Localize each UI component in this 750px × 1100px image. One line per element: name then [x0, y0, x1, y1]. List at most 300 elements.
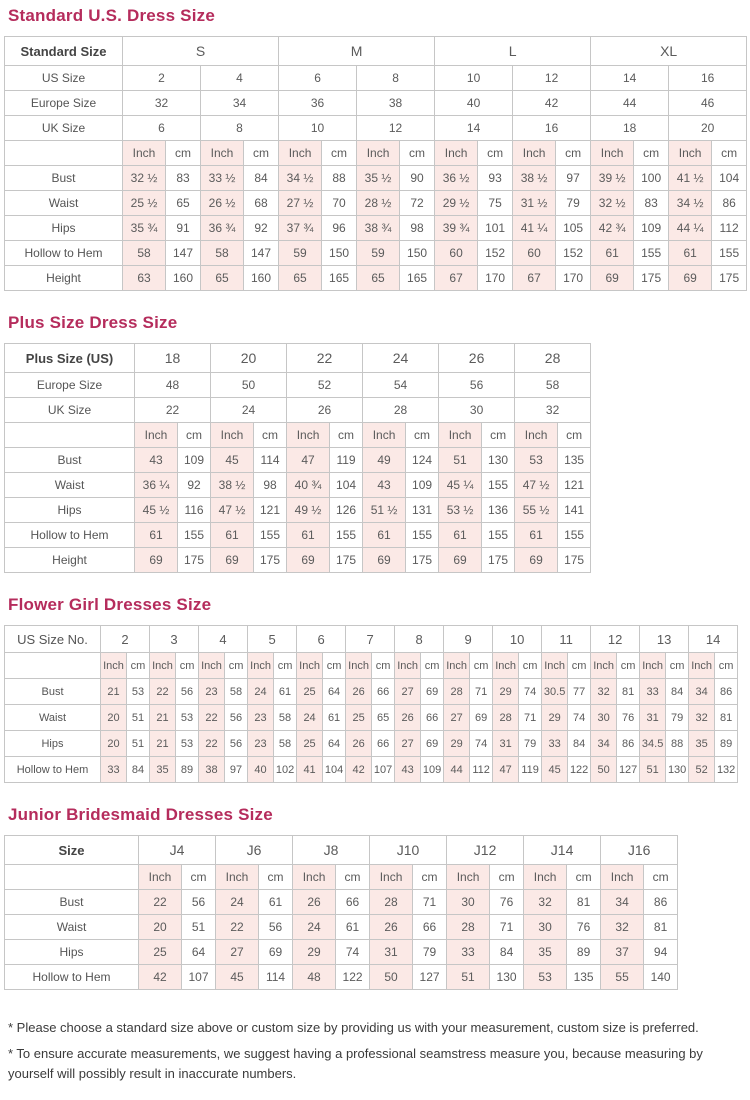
size-header-cell: J6	[216, 836, 293, 865]
unit-inch-cell: Inch	[248, 653, 274, 679]
cm-value-cell: 70	[322, 191, 357, 216]
size-header-cell: 3	[150, 626, 199, 653]
unit-inch-cell: Inch	[524, 865, 567, 890]
cm-value-cell: 76	[490, 890, 524, 915]
section-title-standard: Standard U.S. Dress Size	[8, 6, 215, 25]
cm-value-cell: 61	[259, 890, 293, 915]
flower-girl-table-container	[4, 625, 746, 783]
inch-value-cell: 52	[689, 757, 715, 783]
inch-value-cell: 61	[211, 523, 254, 548]
unit-cm-cell: cm	[254, 423, 287, 448]
cm-value-cell: 114	[254, 448, 287, 473]
inch-value-cell: 69	[211, 548, 254, 573]
cm-value-cell: 79	[413, 940, 447, 965]
cm-value-cell: 96	[322, 216, 357, 241]
inch-value-cell: 26	[346, 731, 372, 757]
unit-cm-cell: cm	[323, 653, 346, 679]
inch-value-cell: 25	[346, 705, 372, 731]
cm-value-cell: 56	[225, 705, 248, 731]
inch-value-cell: 29	[493, 679, 519, 705]
inch-value-cell: 34	[591, 731, 617, 757]
measure-row	[5, 679, 738, 705]
cm-value-cell: 147	[166, 241, 201, 266]
size-header-cell: 7	[346, 626, 395, 653]
cm-value-cell: 98	[254, 473, 287, 498]
measure-row	[5, 498, 591, 523]
cm-value-cell: 92	[178, 473, 211, 498]
row-label: Size	[5, 836, 139, 865]
size-header-cell: 24	[211, 398, 287, 423]
unit-cm-cell: cm	[127, 653, 150, 679]
size-header-cell: 10	[279, 116, 357, 141]
cm-value-cell: 65	[166, 191, 201, 216]
footnote-measurement-advice: * To ensure accurate measurements, we suggest having a professional seamstress measure you, because measuring by yourself will possibly result in inaccurate numbers.	[8, 1046, 703, 1082]
unit-inch-cell: Inch	[199, 653, 225, 679]
inch-value-cell: 33	[101, 757, 127, 783]
unit-inch-cell: Inch	[447, 865, 490, 890]
unit-inch-cell: Inch	[591, 141, 634, 166]
cm-value-cell: 122	[336, 965, 370, 990]
inch-value-cell: 26 ½	[201, 191, 244, 216]
size-header-cell: J14	[524, 836, 601, 865]
cm-value-cell: 71	[490, 915, 524, 940]
inch-value-cell: 31	[493, 731, 519, 757]
cm-value-cell: 119	[330, 448, 363, 473]
cm-value-cell: 170	[556, 266, 591, 291]
inch-value-cell: 27 ½	[279, 191, 322, 216]
size-header-cell: 22	[135, 398, 211, 423]
inch-value-cell: 24	[216, 890, 259, 915]
size-header-cell: 20	[669, 116, 747, 141]
cm-value-cell: 107	[182, 965, 216, 990]
size-header-cell: 14	[689, 626, 738, 653]
cm-value-cell: 90	[400, 166, 435, 191]
cm-value-cell: 64	[323, 679, 346, 705]
cm-value-cell: 107	[372, 757, 395, 783]
cm-value-cell: 74	[519, 679, 542, 705]
measure-row	[5, 166, 747, 191]
cm-value-cell: 175	[254, 548, 287, 573]
cm-value-cell: 66	[372, 679, 395, 705]
unit-inch-cell: Inch	[357, 141, 400, 166]
size-header-cell: 40	[435, 91, 513, 116]
inch-value-cell: 38 ¾	[357, 216, 400, 241]
measure-row	[5, 940, 678, 965]
unit-cm-cell: cm	[421, 653, 444, 679]
unit-inch-cell: Inch	[370, 865, 413, 890]
cm-value-cell: 175	[330, 548, 363, 573]
inch-value-cell: 61	[439, 523, 482, 548]
unit-row-spacer	[5, 141, 123, 166]
inch-value-cell: 34	[601, 890, 644, 915]
inch-value-cell: 69	[515, 548, 558, 573]
inch-value-cell: 45 ½	[135, 498, 178, 523]
unit-inch-cell: Inch	[435, 141, 478, 166]
measure-row-label: Hollow to Hem	[5, 965, 139, 990]
cm-value-cell: 124	[406, 448, 439, 473]
unit-inch-cell: Inch	[135, 423, 178, 448]
section-plus-size	[4, 313, 746, 573]
unit-inch-cell: Inch	[669, 141, 712, 166]
size-header-cell: 8	[357, 66, 435, 91]
cm-value-cell: 114	[259, 965, 293, 990]
size-header-cell: 18	[135, 344, 211, 373]
cm-value-cell: 175	[482, 548, 515, 573]
unit-inch-cell: Inch	[444, 653, 470, 679]
cm-value-cell: 64	[323, 731, 346, 757]
inch-value-cell: 53	[515, 448, 558, 473]
inch-value-cell: 53	[524, 965, 567, 990]
inch-value-cell: 50	[370, 965, 413, 990]
unit-cm-cell: cm	[166, 141, 201, 166]
inch-value-cell: 27	[444, 705, 470, 731]
inch-value-cell: 35	[150, 757, 176, 783]
measure-row-label: Hollow to Hem	[5, 241, 123, 266]
size-header-cell: 4	[199, 626, 248, 653]
inch-value-cell: 45	[216, 965, 259, 990]
measure-row-label: Height	[5, 548, 135, 573]
size-header-row	[5, 91, 747, 116]
cm-value-cell: 135	[558, 448, 591, 473]
size-header-cell: J4	[139, 836, 216, 865]
cm-value-cell: 75	[478, 191, 513, 216]
inch-value-cell: 25	[297, 731, 323, 757]
cm-value-cell: 76	[617, 705, 640, 731]
size-header-cell: M	[279, 37, 435, 66]
inch-value-cell: 28	[493, 705, 519, 731]
inch-value-cell: 58	[201, 241, 244, 266]
unit-cm-cell: cm	[568, 653, 591, 679]
cm-value-cell: 92	[244, 216, 279, 241]
cm-value-cell: 119	[519, 757, 542, 783]
size-header-cell: 18	[591, 116, 669, 141]
inch-value-cell: 21	[150, 731, 176, 757]
cm-value-cell: 140	[644, 965, 678, 990]
inch-value-cell: 61	[591, 241, 634, 266]
measure-row	[5, 757, 738, 783]
cm-value-cell: 160	[244, 266, 279, 291]
unit-inch-cell: Inch	[395, 653, 421, 679]
cm-value-cell: 66	[421, 705, 444, 731]
cm-value-cell: 89	[567, 940, 601, 965]
size-header-cell: 6	[123, 116, 201, 141]
unit-cm-cell: cm	[182, 865, 216, 890]
unit-row-spacer	[5, 865, 139, 890]
inch-value-cell: 47	[493, 757, 519, 783]
inch-value-cell: 24	[293, 915, 336, 940]
cm-value-cell: 102	[274, 757, 297, 783]
section-junior-bridesmaid	[4, 805, 746, 990]
unit-inch-cell: Inch	[279, 141, 322, 166]
inch-value-cell: 22	[199, 705, 225, 731]
unit-inch-cell: Inch	[439, 423, 482, 448]
inch-value-cell: 23	[199, 679, 225, 705]
cm-value-cell: 98	[400, 216, 435, 241]
cm-value-cell: 71	[519, 705, 542, 731]
inch-value-cell: 33	[447, 940, 490, 965]
inch-value-cell: 29	[542, 705, 568, 731]
inch-value-cell: 50	[591, 757, 617, 783]
unit-cm-cell: cm	[712, 141, 747, 166]
unit-inch-cell: Inch	[101, 653, 127, 679]
cm-value-cell: 89	[715, 731, 738, 757]
cm-value-cell: 56	[182, 890, 216, 915]
inch-value-cell: 67	[435, 266, 478, 291]
size-header-cell: 36	[279, 91, 357, 116]
cm-value-cell: 97	[225, 757, 248, 783]
cm-value-cell: 71	[470, 679, 493, 705]
section-title-flower-girl: Flower Girl Dresses Size	[8, 595, 212, 614]
cm-value-cell: 81	[644, 915, 678, 940]
unit-inch-cell: Inch	[201, 141, 244, 166]
cm-value-cell: 74	[470, 731, 493, 757]
cm-value-cell: 83	[634, 191, 669, 216]
inch-value-cell: 69	[287, 548, 330, 573]
cm-value-cell: 51	[127, 705, 150, 731]
inch-value-cell: 32 ½	[123, 166, 166, 191]
cm-value-cell: 104	[323, 757, 346, 783]
inch-value-cell: 26	[293, 890, 336, 915]
row-label: Europe Size	[5, 373, 135, 398]
inch-value-cell: 34 ½	[669, 191, 712, 216]
unit-cm-cell: cm	[274, 653, 297, 679]
cm-value-cell: 61	[323, 705, 346, 731]
row-label: Plus Size (US)	[5, 344, 135, 373]
size-header-cell: XL	[591, 37, 747, 66]
measure-row-label: Hips	[5, 940, 139, 965]
inch-value-cell: 28	[447, 915, 490, 940]
inch-value-cell: 40 ¾	[287, 473, 330, 498]
cm-value-cell: 116	[178, 498, 211, 523]
size-header-cell: 8	[201, 116, 279, 141]
inch-value-cell: 35	[689, 731, 715, 757]
unit-inch-cell: Inch	[293, 865, 336, 890]
cm-value-cell: 58	[274, 705, 297, 731]
unit-inch-cell: Inch	[216, 865, 259, 890]
inch-value-cell: 42 ¾	[591, 216, 634, 241]
inch-value-cell: 31 ½	[513, 191, 556, 216]
cm-value-cell: 147	[244, 241, 279, 266]
cm-value-cell: 53	[127, 679, 150, 705]
size-header-cell: 2	[101, 626, 150, 653]
measure-row-label: Hips	[5, 498, 135, 523]
size-header-cell: 22	[287, 344, 363, 373]
cm-value-cell: 127	[413, 965, 447, 990]
size-header-cell: 11	[542, 626, 591, 653]
measure-row	[5, 890, 678, 915]
unit-row	[5, 141, 747, 166]
size-header-row	[5, 344, 591, 373]
size-header-row	[5, 116, 747, 141]
unit-inch-cell: Inch	[513, 141, 556, 166]
unit-inch-cell: Inch	[211, 423, 254, 448]
cm-value-cell: 86	[712, 191, 747, 216]
size-header-cell: 48	[135, 373, 211, 398]
cm-value-cell: 56	[225, 731, 248, 757]
inch-value-cell: 45 ¼	[439, 473, 482, 498]
inch-value-cell: 35 ½	[357, 166, 400, 191]
cm-value-cell: 155	[330, 523, 363, 548]
inch-value-cell: 28	[444, 679, 470, 705]
cm-value-cell: 58	[225, 679, 248, 705]
inch-value-cell: 27	[395, 679, 421, 705]
row-label: US Size No.	[5, 626, 101, 653]
unit-row-spacer	[5, 653, 101, 679]
cm-value-cell: 130	[490, 965, 524, 990]
section-flower-girl	[4, 595, 746, 783]
measure-row-label: Waist	[5, 705, 101, 731]
inch-value-cell: 29	[293, 940, 336, 965]
cm-value-cell: 104	[330, 473, 363, 498]
inch-value-cell: 34 ½	[279, 166, 322, 191]
measure-row-label: Waist	[5, 191, 123, 216]
cm-value-cell: 175	[558, 548, 591, 573]
inch-value-cell: 35 ¾	[123, 216, 166, 241]
unit-inch-cell: Inch	[542, 653, 568, 679]
size-header-cell: 12	[513, 66, 591, 91]
size-header-cell: S	[123, 37, 279, 66]
flower-girl-dresses-size-table	[4, 625, 738, 783]
inch-value-cell: 26	[370, 915, 413, 940]
unit-inch-cell: Inch	[493, 653, 519, 679]
size-header-cell: J8	[293, 836, 370, 865]
cm-value-cell: 155	[254, 523, 287, 548]
cm-value-cell: 152	[556, 241, 591, 266]
unit-inch-cell: Inch	[287, 423, 330, 448]
inch-value-cell: 60	[435, 241, 478, 266]
cm-value-cell: 97	[556, 166, 591, 191]
size-header-cell: J12	[447, 836, 524, 865]
unit-inch-cell: Inch	[123, 141, 166, 166]
cm-value-cell: 61	[336, 915, 370, 940]
unit-cm-cell: cm	[556, 141, 591, 166]
cm-value-cell: 88	[666, 731, 689, 757]
cm-value-cell: 136	[482, 498, 515, 523]
size-header-cell: 32	[515, 398, 591, 423]
size-header-cell: 54	[363, 373, 439, 398]
inch-value-cell: 48	[293, 965, 336, 990]
cm-value-cell: 83	[166, 166, 201, 191]
inch-value-cell: 60	[513, 241, 556, 266]
unit-row	[5, 423, 591, 448]
inch-value-cell: 69	[135, 548, 178, 573]
unit-cm-cell: cm	[470, 653, 493, 679]
inch-value-cell: 26	[395, 705, 421, 731]
cm-value-cell: 56	[176, 679, 199, 705]
inch-value-cell: 20	[101, 731, 127, 757]
cm-value-cell: 65	[372, 705, 395, 731]
cm-value-cell: 175	[178, 548, 211, 573]
measure-row	[5, 216, 747, 241]
inch-value-cell: 43	[395, 757, 421, 783]
unit-cm-cell: cm	[666, 653, 689, 679]
inch-value-cell: 41 ½	[669, 166, 712, 191]
inch-value-cell: 36 ¼	[135, 473, 178, 498]
inch-value-cell: 32	[591, 679, 617, 705]
cm-value-cell: 72	[400, 191, 435, 216]
cm-value-cell: 122	[568, 757, 591, 783]
cm-value-cell: 150	[322, 241, 357, 266]
cm-value-cell: 84	[127, 757, 150, 783]
size-header-cell: 50	[211, 373, 287, 398]
cm-value-cell: 53	[176, 731, 199, 757]
cm-value-cell: 69	[421, 731, 444, 757]
cm-value-cell: 165	[322, 266, 357, 291]
unit-row	[5, 653, 738, 679]
unit-inch-cell: Inch	[150, 653, 176, 679]
cm-value-cell: 155	[712, 241, 747, 266]
size-header-cell: 26	[287, 398, 363, 423]
inch-value-cell: 35	[524, 940, 567, 965]
measure-row-label: Height	[5, 266, 123, 291]
cm-value-cell: 69	[259, 940, 293, 965]
cm-value-cell: 69	[421, 679, 444, 705]
cm-value-cell: 112	[470, 757, 493, 783]
size-header-cell: L	[435, 37, 591, 66]
section-title-junior-bridesmaid: Junior Bridesmaid Dresses Size	[8, 805, 273, 824]
measure-row	[5, 241, 747, 266]
inch-value-cell: 23	[248, 731, 274, 757]
unit-cm-cell: cm	[372, 653, 395, 679]
unit-inch-cell: Inch	[139, 865, 182, 890]
inch-value-cell: 47 ½	[211, 498, 254, 523]
measure-row	[5, 965, 678, 990]
inch-value-cell: 65	[279, 266, 322, 291]
cm-value-cell: 152	[478, 241, 513, 266]
size-header-cell: 28	[363, 398, 439, 423]
cm-value-cell: 86	[644, 890, 678, 915]
inch-value-cell: 20	[139, 915, 182, 940]
cm-value-cell: 66	[413, 915, 447, 940]
cm-value-cell: 105	[556, 216, 591, 241]
inch-value-cell: 38 ½	[513, 166, 556, 191]
cm-value-cell: 84	[244, 166, 279, 191]
unit-cm-cell: cm	[715, 653, 738, 679]
inch-value-cell: 61	[669, 241, 712, 266]
unit-cm-cell: cm	[490, 865, 524, 890]
inch-value-cell: 30	[447, 890, 490, 915]
inch-value-cell: 22	[150, 679, 176, 705]
row-label: Standard Size	[5, 37, 123, 66]
unit-inch-cell: Inch	[363, 423, 406, 448]
plus-size-dress-size-table	[4, 343, 591, 573]
measure-row-label: Bust	[5, 448, 135, 473]
measure-row	[5, 191, 747, 216]
cm-value-cell: 121	[558, 473, 591, 498]
cm-value-cell: 109	[406, 473, 439, 498]
measure-row	[5, 915, 678, 940]
inch-value-cell: 61	[515, 523, 558, 548]
inch-value-cell: 59	[279, 241, 322, 266]
unit-inch-cell: Inch	[515, 423, 558, 448]
inch-value-cell: 44 ¼	[669, 216, 712, 241]
inch-value-cell: 45	[542, 757, 568, 783]
cm-value-cell: 126	[330, 498, 363, 523]
unit-inch-cell: Inch	[297, 653, 323, 679]
inch-value-cell: 51	[439, 448, 482, 473]
size-header-cell: J10	[370, 836, 447, 865]
cm-value-cell: 79	[666, 705, 689, 731]
inch-value-cell: 51	[447, 965, 490, 990]
inch-value-cell: 58	[123, 241, 166, 266]
unit-cm-cell: cm	[336, 865, 370, 890]
size-header-cell: 9	[444, 626, 493, 653]
measure-row-label: Bust	[5, 890, 139, 915]
cm-value-cell: 53	[176, 705, 199, 731]
row-label: Europe Size	[5, 91, 123, 116]
cm-value-cell: 81	[715, 705, 738, 731]
size-header-cell: 38	[357, 91, 435, 116]
